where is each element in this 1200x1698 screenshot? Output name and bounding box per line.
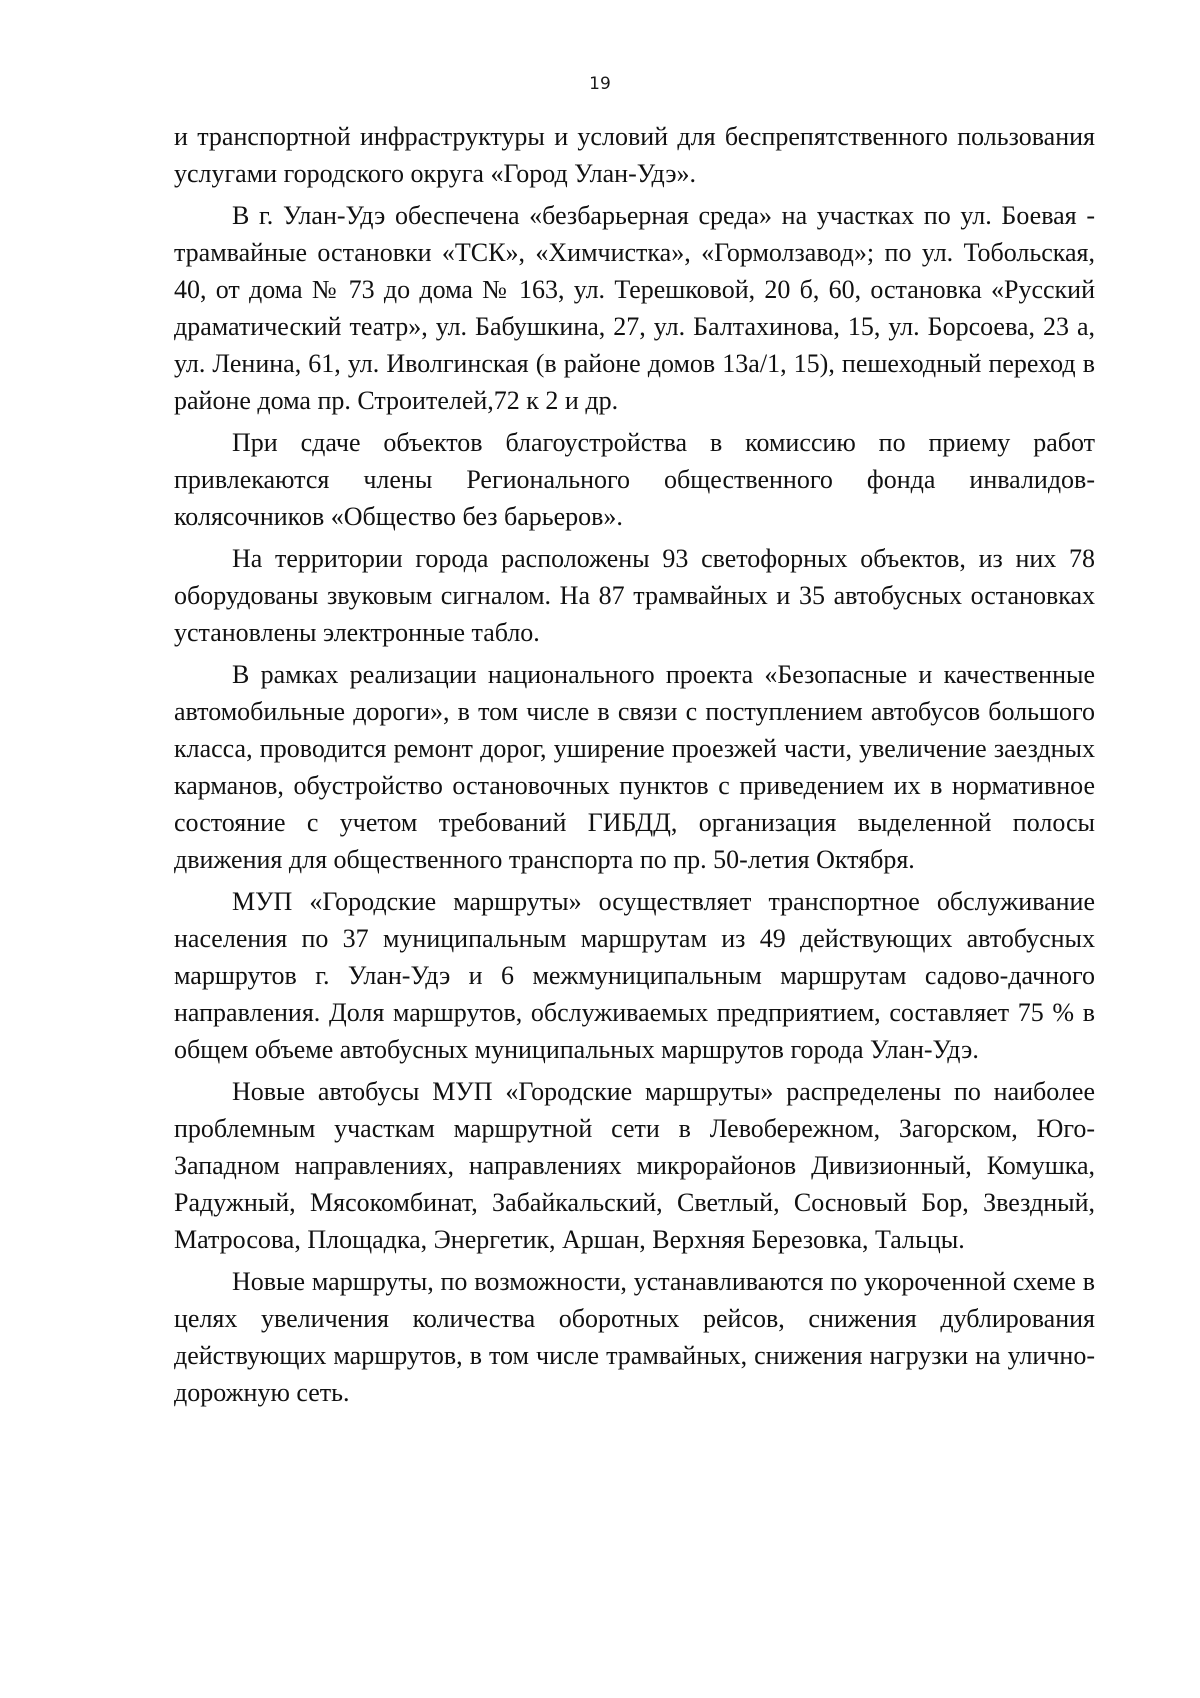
page-number: 19: [589, 74, 611, 94]
document-body: [174, 118, 1095, 1416]
paragraph-2: В г. Улан-Удэ обеспечена «безбарьерная среда» на участках по ул. Боевая - трамвайные остановки «ТСК», «Химчистка», «Гормолзавод»; по ул. Тобольская, 40, от дома № 73 до дома № 163, ул. Терешковой, 20 б, 60, остановка «Русский драматический театр», ул. Бабушкина, 27, ул. Балтахинова, 15, ул. Борсоева, 23 а, ул. Ленина, 61, ул. Иволгинская (в районе домов 13а/1, 15), пешеходный переход в районе дома пр. Строителей,72 к 2 и др.: [174, 201, 1095, 415]
paragraph-8: Новые маршруты, по возможности, устанавливаются по укороченной схеме в целях увеличения количества оборотных рейсов, снижения дублирования действующих маршрутов, в том числе трамвайных, снижения нагрузки на улично-дорожную сеть.: [174, 1267, 1095, 1407]
paragraph-5: В рамках реализации национального проекта «Безопасные и качественные автомобильные дороги», в том числе в связи с поступлением автобусов большого класса, проводится ремонт дорог, уширение проезжей части, увеличение заездных карманов, обустройство остановочных пунктов с приведением их в нормативное состояние с учетом требований ГИБДД, организация выделенной полосы движения для общественного транспорта по пр. 50-летия Октября.: [174, 660, 1095, 874]
paragraph-7: Новые автобусы МУП «Городские маршруты» распределены по наиболее проблемным участкам маршрутной сети в Левобережном, Загорском, Юго-Западном направлениях, направлениях микрорайонов Дивизионный, Комушка, Радужный, Мясокомбинат, Забайкальский, Светлый, Сосновый Бор, Звездный, Матросова, Площадка, Энергетик, Аршан, Верхняя Березовка, Тальцы.: [174, 1077, 1095, 1254]
paragraph-4: На территории города расположены 93 светофорных объектов, из них 78 оборудованы звуковым сигналом. На 87 трамвайных и 35 автобусных остановках установлены электронные табло.: [174, 544, 1095, 647]
paragraph-1: и транспортной инфраструктуры и условий для беспрепятственного пользования услугами городского округа «Город Улан-Удэ».: [174, 122, 1095, 188]
paragraph-3: При сдаче объектов благоустройства в комиссию по приему работ привлекаются члены Регионального общественного фонда инвалидов-колясочников «Общество без барьеров».: [174, 428, 1095, 531]
paragraph-6: МУП «Городские маршруты» осуществляет транспортное обслуживание населения по 37 муниципальным маршрутам из 49 действующих автобусных маршрутов г. Улан-Удэ и 6 межмуниципальным маршрутам садово-дачного направления. Доля маршрутов, обслуживаемых предприятием, составляет 75 % в общем объеме автобусных муниципальных маршрутов города Улан-Удэ.: [174, 887, 1095, 1064]
